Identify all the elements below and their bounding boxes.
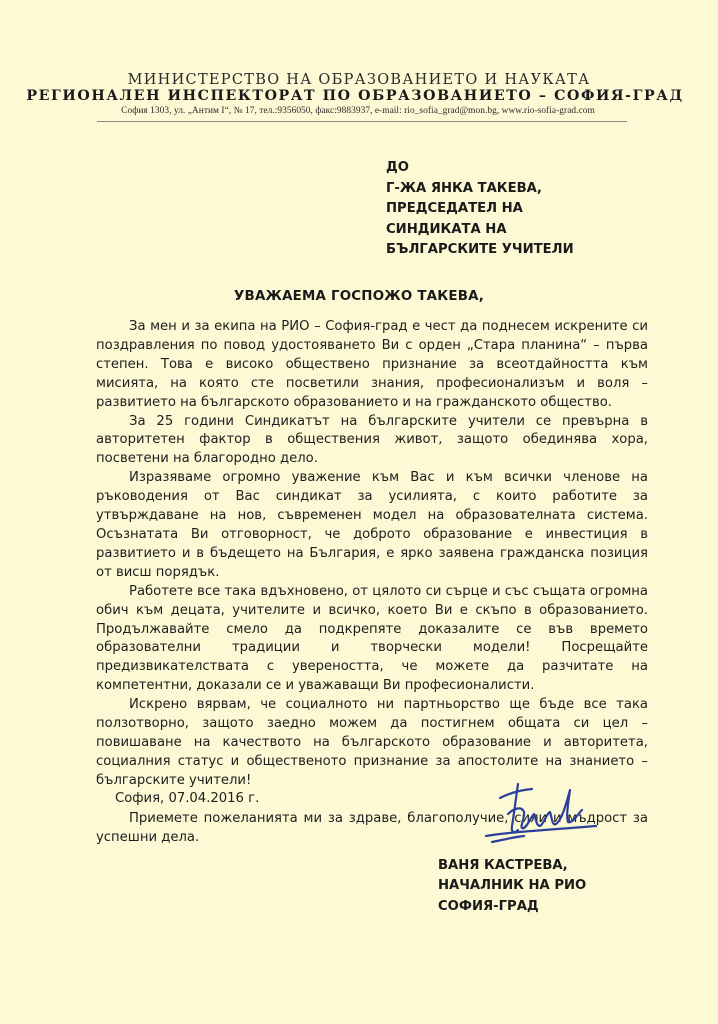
signer-block	[438, 856, 586, 917]
body-paragraph: За мен и за екипа на РИО – София-град е чест да поднесем искрените си поздравления по повод удостояването Ви с орден „Стара планина“ – първа степен. Това е високо обществено признание за всеотдайността към мисията, на която сте посветили знания, професионализъм и воля – развитието на българското образованието и на гражданското общество.	[96, 319, 648, 410]
signer-line: СОФИЯ-ГРАД	[438, 898, 539, 914]
ministry-title: МИНИСТЕРСТВО НА ОБРАЗОВАНИЕТО И НАУКАТА	[127, 72, 591, 88]
recipient-block	[386, 158, 574, 261]
body-paragraph: Приемете пожеланията ми за здраве, благополучие, сили и мъдрост за успешни дела.	[96, 810, 648, 845]
date-line: София, 07.04.2016 г.	[115, 791, 260, 806]
body-paragraph: Изразяваме огромно уважение към Вас и към всички членове на ръководения от Вас синдикат за усилията, с които работите за утвърждаване на нов, съвременен модел на образователната система. Осъзнатата Ви отговорност, че доброто образование е инвестиция в развитието и в бъдещето на България, е ярко заявена гражданска позиция от висш порядък.	[96, 470, 648, 580]
recipient-line: ДО	[386, 160, 409, 175]
signer-line: НАЧАЛНИК НА РИО	[438, 878, 587, 894]
letter-body	[96, 318, 648, 847]
inspectorate-title: РЕГИОНАЛЕН ИНСПЕКТОРАТ ПО ОБРАЗОВАНИЕТО – СОФИЯ-ГРАД	[26, 88, 684, 104]
salutation: УВАЖАЕМА ГОСПОЖО ТАКЕВА,	[234, 289, 484, 304]
recipient-line: БЪЛГАРСКИТЕ УЧИТЕЛИ	[386, 242, 574, 257]
recipient-line: Г-ЖА ЯНКА ТАКЕВА,	[386, 180, 542, 196]
recipient-line: ПРЕДСЕДАТЕЛ НА	[386, 201, 523, 216]
body-paragraph: Работете все така вдъхновено, от цялото си сърце и със същата огромна обич към децата, учителите и всичко, което Ви е скъпо в образованието. Продължавайте смело да подкрепяте доказалите се във времето образователни традиции и творчески модели! Посрещайте предизвикателствата с увереността, че можете да разчитате на компетентни, доказали се и уважаващи Ви професионалисти.	[96, 583, 648, 694]
recipient-line: СИНДИКАТА НА	[386, 221, 507, 237]
letterhead-contacts: София 1303, ул. „Антим I“, № 17, тел.:9356050, факс:9883937, e-mail: rio_sofia_grad@mon.bg, www.rio-sofia-grad.com	[121, 106, 595, 116]
handwritten-signature-icon	[478, 774, 608, 854]
signer-line: ВАНЯ КАСТРЕВА,	[438, 858, 568, 873]
body-paragraph: Искрено вярвам, че социалното ни партньорство ще бъде все така ползотворно, защото заедно можем да постигнем общата си цел – повишаване на качеството на българското образование и авторитета, социалния статус и общественото признание за апостолите на знанието – българските учители!	[96, 697, 648, 788]
letterhead-divider	[97, 121, 627, 122]
body-paragraph: За 25 години Синдикатът на българските учители се превърна в авторитетен фактор в обществения живот, защото обединява хора, посветени на благородно дело.	[96, 413, 648, 467]
